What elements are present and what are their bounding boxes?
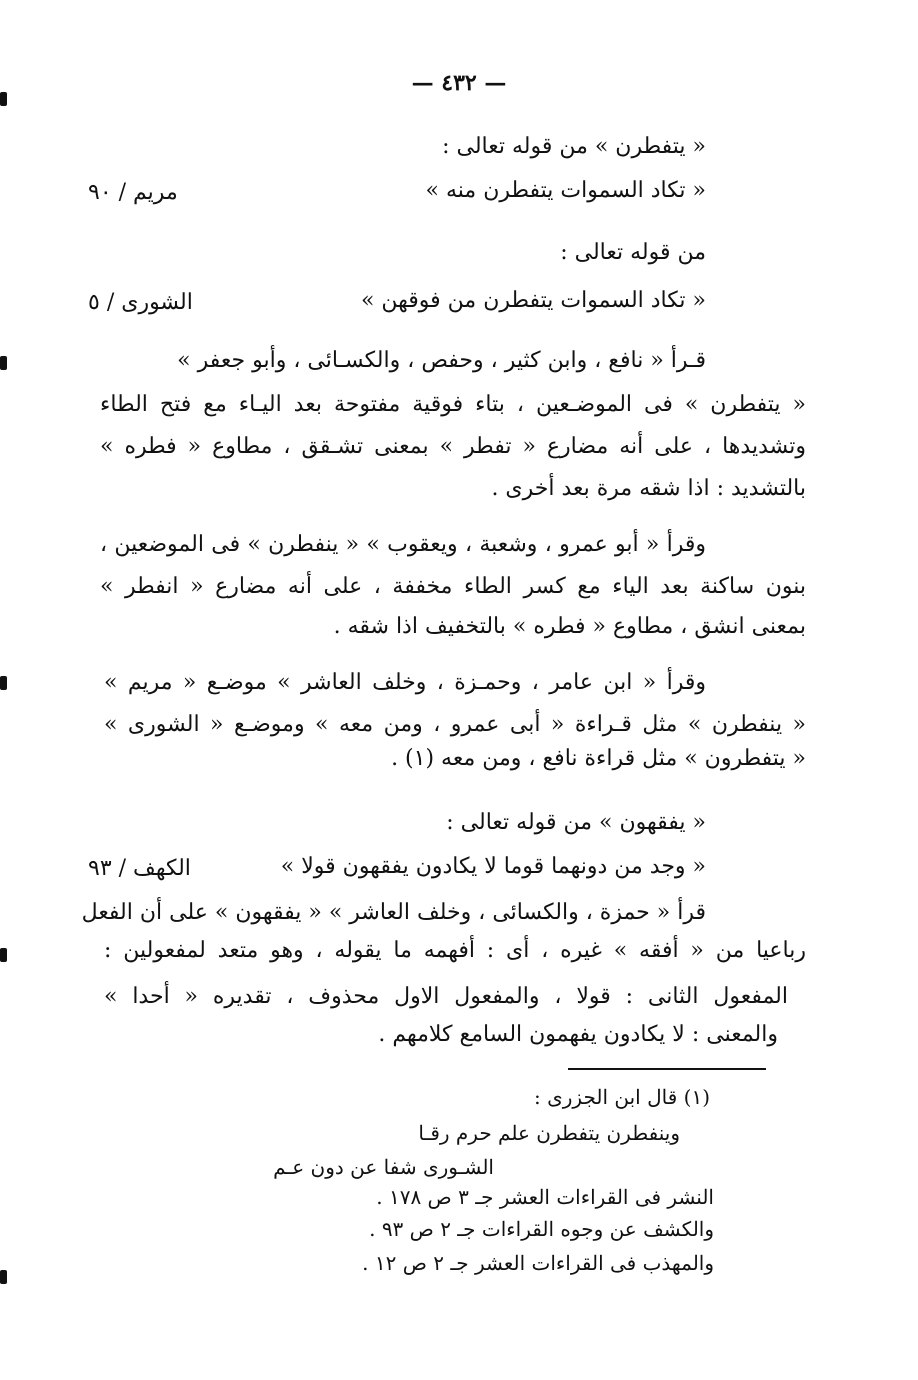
para1-line: وتشديدها ، على أنه مضارع « تفطر » بمعنى تشـقق ، مطاوع « فطره » (100, 434, 806, 459)
para4-line: قرأ « حمزة ، والكسائى ، وخلف العاشر » « يفقهون » على أن الفعل (81, 900, 706, 925)
footnote-label: (١) قال ابن الجزرى : (534, 1085, 710, 1109)
para1-line: قـرأ « نافع ، وابن كثير ، وحفص ، والكسـائى ، وأبو جعفر » (177, 348, 706, 373)
block3-source: الكهف / ٩٣ (88, 856, 191, 881)
block3-heading: « يفقهون » من قوله تعالى : (446, 810, 706, 835)
block1-source: مريم / ٩٠ (88, 180, 178, 205)
scan-edge-mark (0, 92, 7, 106)
scan-edge-mark (0, 1270, 7, 1284)
footnote-verse: الشـورى شفا عن دون عـم (273, 1155, 494, 1179)
para3-line: « يتفطرون » مثل قراءة نافع ، ومن معه (١) . (391, 746, 806, 771)
footnote-reference: والمهذب فى القراءات العشر جـ ٢ ص ١٢ . (362, 1251, 714, 1275)
para4-line: رباعيا من « أفقه » غيره ، أى : أفهمه ما يقوله ، وهو متعد لمفعولين : (104, 938, 806, 963)
scan-edge-mark (0, 948, 7, 962)
para2-line: بنون ساكنة بعد الياء مع كسر الطاء مخففة ، على أنه مضارع « انفطر » (100, 574, 806, 599)
para1-line: « يتفطرن » فى الموضـعين ، بتاء فوقية مفتوحة بعد اليـاء مع فتح الطاء (100, 392, 806, 417)
footnote-reference: والكشف عن وجوه القراءات جـ ٢ ص ٩٣ . (369, 1217, 714, 1241)
footnote-reference: النشر فى القراءات العشر جـ ٣ ص ١٧٨ . (376, 1185, 714, 1209)
para2-line: وقرأ « أبو عمرو ، وشعبة ، ويعقوب » « ينفطرن » فى الموضعين ، (100, 532, 706, 557)
block2-source: الشورى / ٥ (88, 290, 193, 315)
para5-line: والمعنى : لا يكادون يفهمون السامع كلامهم . (378, 1022, 778, 1047)
block1-heading: « يتفطرن » من قوله تعالى : (442, 134, 706, 159)
footnote-divider (568, 1068, 766, 1070)
para3-line: وقرأ « ابن عامر ، وحمـزة ، وخلف العاشر » موضـع « مريم » (104, 670, 706, 695)
scan-edge-mark (0, 356, 7, 370)
block1-verse: « تكاد السموات يتفطرن منه » (425, 178, 706, 203)
block2-verse: « تكاد السموات يتفطرن من فوقهن » (360, 288, 706, 313)
footnote-verse: وينفطرن يتفطرن علم حرم رقـا (418, 1121, 680, 1145)
para3-line: « ينفطرن » مثل قـراءة « أبى عمرو ، ومن معه » وموضـع « الشورى » (104, 712, 806, 737)
block3-verse: « وجد من دونهما قوما لا يكادون يفقهون قولا » (280, 854, 706, 879)
block2-heading: من قوله تعالى : (560, 240, 706, 265)
para2-line: بمعنى انشق ، مطاوع « فطره » بالتخفيف اذا شقه . (333, 614, 806, 639)
page-number: — ٤٣٢ — (411, 70, 507, 96)
para5-line: المفعول الثانى : قولا ، والمفعول الاول محذوف ، تقديره « أحدا » (104, 984, 788, 1009)
para1-line: بالتشديد : اذا شقه مرة بعد أخرى . (491, 476, 806, 501)
scan-edge-mark (0, 676, 7, 690)
